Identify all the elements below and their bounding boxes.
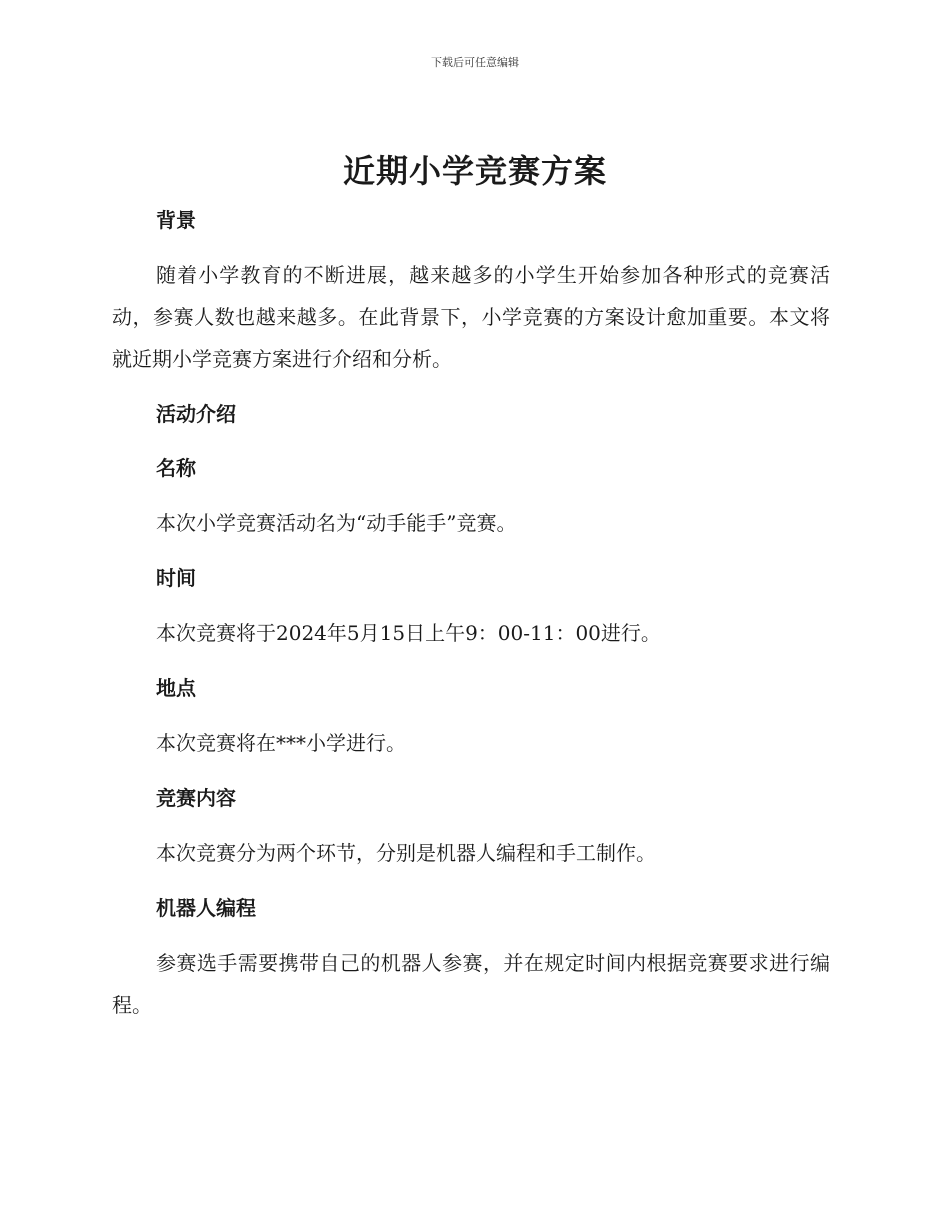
heading-content: 竞赛内容 (156, 786, 236, 810)
heading-time: 时间 (156, 566, 196, 590)
document-body (112, 200, 830, 1026)
paragraph-name: 本次小学竞赛活动名为“动手能手”竞赛。 (156, 511, 517, 535)
header-note: 下载后可任意编辑 (431, 56, 519, 69)
paragraph-robot: 参赛选手需要携带自己的机器人参赛，并在规定时间内根据竞赛要求进行编程。 (112, 951, 830, 1017)
heading-activity: 活动介绍 (156, 402, 236, 426)
paragraph-content: 本次竞赛分为两个环节，分别是机器人编程和手工制作。 (156, 841, 656, 865)
heading-location: 地点 (156, 676, 196, 700)
paragraph-location: 本次竞赛将在***小学进行。 (156, 731, 406, 755)
page-title: 近期小学竞赛方案 (342, 152, 607, 190)
paragraph-background: 随着小学教育的不断进展，越来越多的小学生开始参加各种形式的竞赛活动，参赛人数也越来越多。在此背景下，小学竞赛的方案设计愈加重要。本文将就近期小学竞赛方案进行介绍和分析。 (112, 263, 830, 371)
paragraph-time: 本次竞赛将于2024年5月15日上午9：00-11：00进行。 (156, 621, 661, 645)
heading-robot: 机器人编程 (156, 896, 256, 920)
heading-background: 背景 (156, 208, 196, 232)
heading-name: 名称 (156, 456, 196, 480)
